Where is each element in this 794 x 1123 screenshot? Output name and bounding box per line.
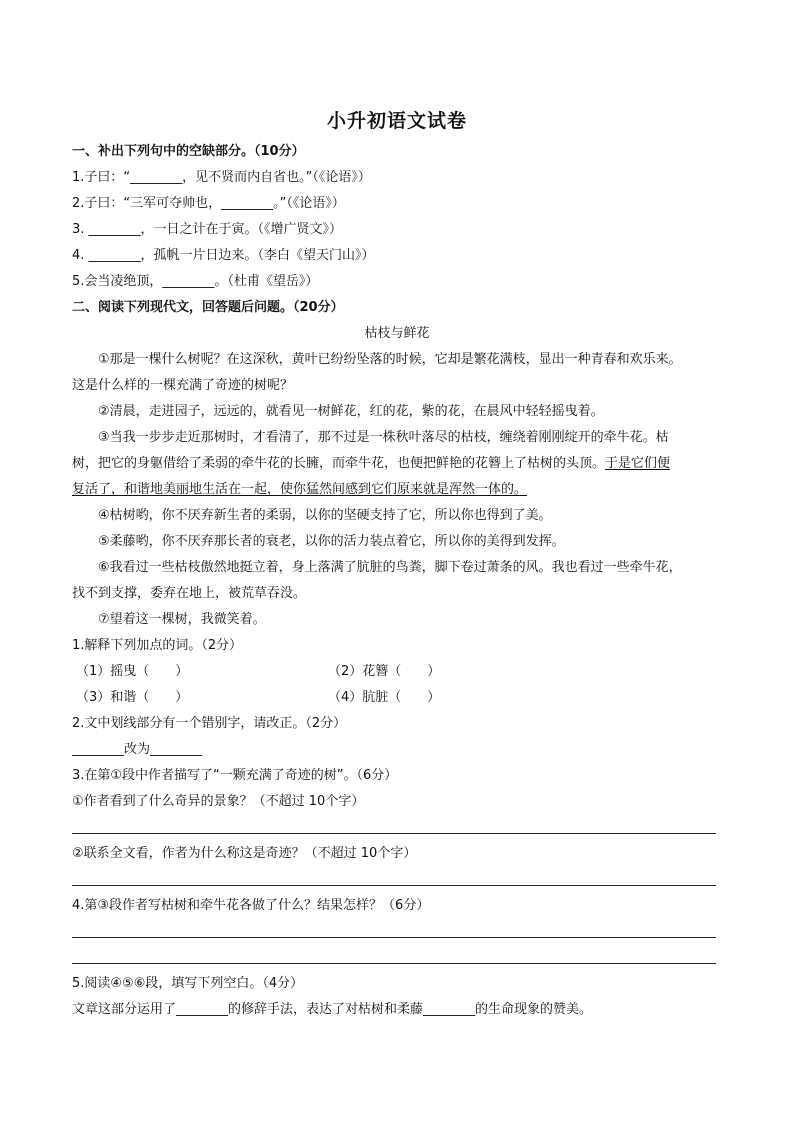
paragraph-3-line-1: ③当我一步步走近那树时，才看清了，那不过是一株秋叶落尽的枯枝，缠绕着刚刚绽开的牵牛花。枯 — [98, 430, 669, 445]
section1-item-4: 4. ________，孤帆一片日边来。（李白《望天门山》） — [72, 248, 375, 263]
answer-line — [72, 937, 716, 938]
paragraph-3-text: 树，把它的身躯借给了柔弱的牵牛花的长臃，而牵牛花，也便把鲜艳的花簪上了枯树的头顶。 — [72, 456, 606, 471]
q5-fill-blank: 文章这部分运用了________的修辞手法，表达了对枯树和柔藤________的生命现象的赞美。 — [72, 1002, 593, 1017]
q3-part-b: ②联系全文看，作者为什么称这是奇迹？（不超过 10个字） — [72, 846, 417, 861]
section1-item-5: 5.会当凌绝顶，________。（杜甫《望岳》） — [72, 274, 319, 289]
question-5: 5.阅读④⑤⑥段，填写下列空白。（4分） — [72, 976, 304, 991]
paragraph-1-line-1: ①那是一棵什么树呢？在这深秋，黄叶已纷纷坠落的时候，它却是繁花满枝，显出一种青春和欢乐来。 — [98, 352, 682, 367]
paragraph-3-line-2 — [72, 455, 670, 473]
paragraph-1-line-2: 这是什么样的一棵充满了奇迹的树呢？ — [72, 378, 294, 393]
question-1: 1.解释下列加点的词。（2分） — [72, 638, 243, 653]
question-3: 3.在第①段中作者描写了“一颗充满了奇迹的树”。（6分） — [72, 768, 398, 783]
answer-line — [72, 963, 716, 964]
paragraph-5: ⑤柔藤哟，你不厌弃那长者的衰老，以你的活力装点着它，所以你的美得到发挥。 — [98, 534, 565, 549]
answer-line — [72, 885, 716, 886]
q1-item-2: （2）花簪（ ） — [328, 664, 441, 679]
paragraph-7: ⑦望着这一棵树，我微笑着。 — [98, 612, 266, 627]
q1-item-3: （3）和谐（ ） — [76, 690, 189, 705]
underlined-sentence-start: 于是它们便 — [605, 456, 671, 471]
section1-item-3: 3. ________，一日之计在于寅。（《增广贤文》） — [72, 222, 343, 237]
section1-item-2: 2.子曰：“三军可夺帅也，________。”（《论语》） — [72, 196, 345, 211]
question-4: 4.第③段作者写枯树和牵牛花各做了什么？结果怎样？（6分） — [72, 898, 430, 913]
answer-line — [72, 833, 716, 834]
paragraph-6-line-2: 找不到支撑，委弃在地上，被荒草吞没。 — [72, 586, 307, 601]
section1-heading: 一、补出下列句中的空缺部分。（10分） — [72, 144, 305, 159]
underlined-sentence-end: 复活了，和谐地美丽地生活在一起，使你猛然间感到它们原来就是浑然一体的。 — [72, 482, 528, 497]
page-title: 小升初语文试卷 — [326, 110, 467, 132]
question-2: 2.文中划线部分有一个错别字，请改正。（2分） — [72, 716, 347, 731]
q1-item-1: （1）摇曳（ ） — [76, 664, 189, 679]
paragraph-2: ②清晨，走进园子，远远的，就看见一树鲜花，红的花，紫的花，在晨风中轻轻摇曳着。 — [98, 404, 604, 419]
q3-part-a: ①作者看到了什么奇异的景象？（不超过 10个字） — [72, 794, 365, 809]
section1-item-1: 1.子曰：“________，见不贤而内自省也。”（《论语》） — [72, 170, 371, 185]
paragraph-4: ④枯树哟，你不厌弃新生者的柔弱，以你的坚硬支持了它，所以你也得到了美。 — [98, 508, 552, 523]
paragraph-6-line-1: ⑥我看过一些枯枝傲然地挺立着，身上落满了肮脏的鸟粪，脚下卷过萧条的风。我也看过一些牵牛花， — [98, 560, 682, 575]
section2-heading: 二、阅读下列现代文，回答题后问题。（20分） — [72, 300, 344, 315]
q1-item-4: （4）肮脏（ ） — [328, 690, 441, 705]
q2-answer-line: ________改为________ — [72, 742, 203, 757]
article-title: 枯枝与鲜花 — [364, 326, 430, 341]
